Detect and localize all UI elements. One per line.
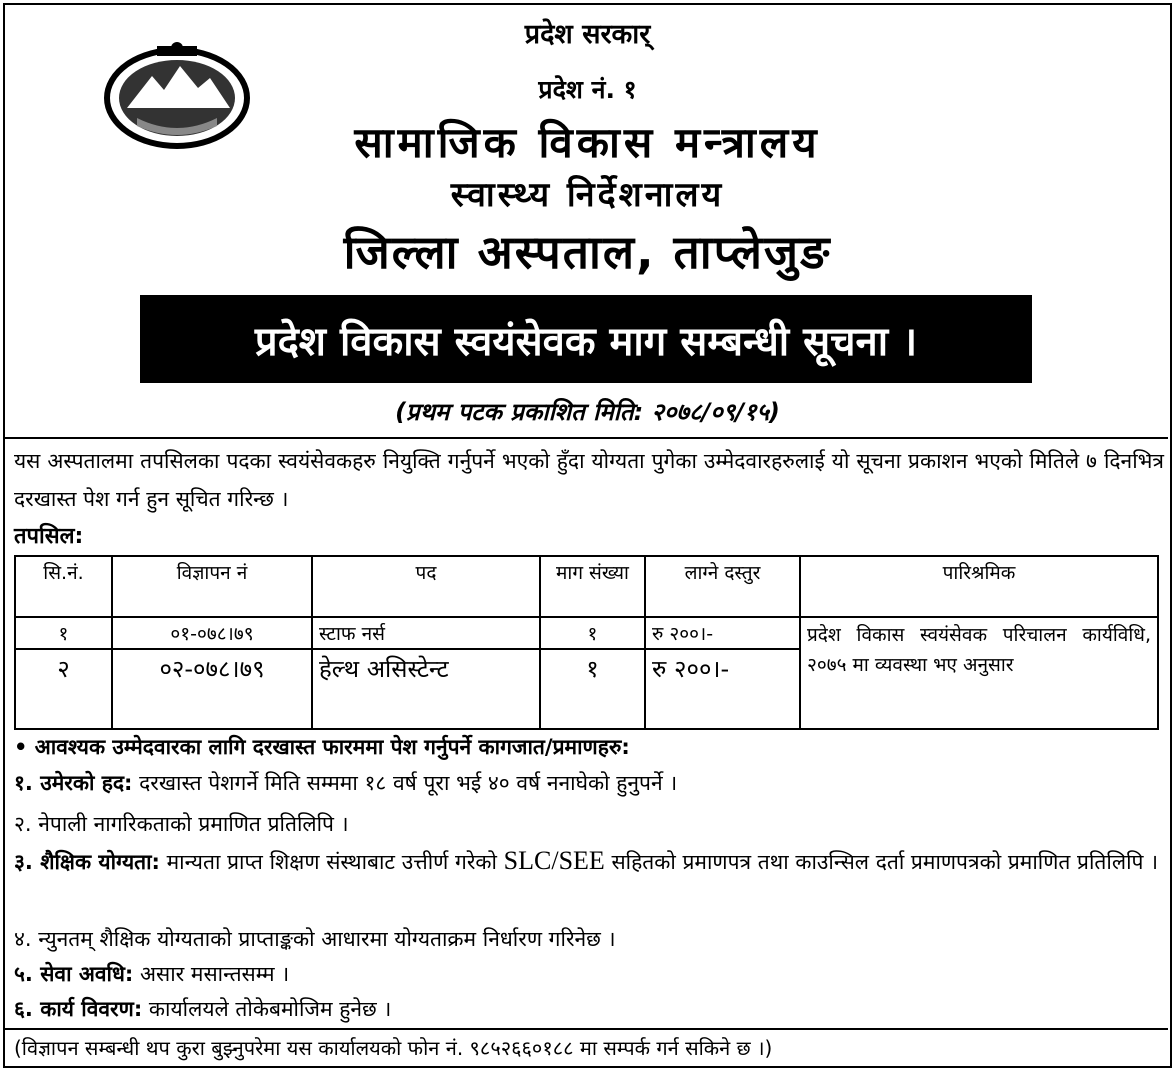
slc-see-text: SLC/SEE (503, 846, 605, 875)
service-period-text: असार मसान्तसम्म । (133, 962, 290, 986)
notice-title-banner (140, 295, 1032, 383)
government-title: प्रदेश सरकार् (524, 19, 651, 50)
row-post: स्टाफ नर्स (312, 617, 540, 649)
header-fee: लाग्ने दस्तुर (645, 556, 800, 617)
office-name: जिल्ला अस्पताल, ताप्लेजुङ (343, 225, 832, 279)
row-sn: १ (15, 617, 112, 649)
requirement-job-description (14, 995, 391, 1023)
contact-note: (विज्ञापन सम्बन्धी थप कुरा बुझ्नुपरेमा यस कार्यालयको फोन नं. ९८५२६६०१८८ मा सम्पर्क गर्न सकिने छ ।) (14, 1036, 773, 1060)
row-ad-no: ०२-०७८।७९ (112, 649, 312, 729)
header-sn: सि.नं. (15, 556, 112, 617)
directorate-name: स्वास्थ्य निर्देशनालय (450, 175, 725, 215)
row-fee: रु २००।- (645, 649, 800, 729)
header-ad-no: विज्ञापन नं (112, 556, 312, 617)
header-count: माग संख्या (540, 556, 645, 617)
posts-table (14, 555, 1159, 730)
remuneration-cell: प्रदेश विकास स्वयंसेवक परिचालन कार्यविधि, २०७५ मा व्यवस्था भए अनुसार (800, 617, 1158, 729)
requirement-age-label: १. उमेरको हद: (14, 771, 133, 795)
row-sn: २ (15, 649, 112, 729)
intro-paragraph: यस अस्पतालमा तपसिलका पदका स्वयंसेवकहरु नियुक्ति गर्नुपर्ने भएको हुँदा योग्यता पुगेका उम्मेदवारहरुलाई यो सूचना प्रकाशन भएको मितिले ७ दिनभित्र दरखास्त पेश गर्न हुन सूचित गरिन्छ । (14, 449, 1164, 511)
row-count: १ (540, 617, 645, 649)
requirement-age (14, 769, 677, 797)
province-number: प्रदेश नं. १ (538, 75, 637, 104)
table-header-row (15, 556, 1158, 617)
divider (5, 1028, 1168, 1030)
header-remuneration: पारिश्रमिक (800, 556, 1158, 617)
requirement-education-text-2: सहितको प्रमाणपत्र तथा काउन्सिल दर्ता प्रमाणपत्रको प्रमाणित प्रतिलिपि । (604, 850, 1159, 874)
table-row (15, 617, 1158, 649)
row-count: १ (540, 649, 645, 729)
row-post: हेल्थ असिस्टेन्ट (312, 649, 540, 729)
notice-title: प्रदेश विकास स्वयंसेवक माग सम्बन्धी सूचना । (254, 318, 918, 365)
service-period-label: ५. सेवा अवधि: (14, 962, 134, 986)
requirements-heading: • आवश्यक उम्मेदवारका लागि दरखास्त फारममा पेश गर्नुपर्ने कागजात/प्रमाणहरु: (14, 735, 630, 759)
job-description-text: कार्यालयले तोकेबमोजिम हुनेछ । (142, 997, 392, 1021)
requirement-education-label: ३. शैक्षिक योग्यता: (14, 850, 160, 874)
tapsil-label: तपसिल: (14, 524, 84, 549)
row-fee: रु २००।- (645, 617, 800, 649)
requirement-age-text: दरखास्त पेशगर्ने मिति सम्ममा १८ वर्ष पूरा भई ४० वर्ष ननाघेको हुनुपर्ने । (132, 771, 678, 795)
requirement-citizenship: २. नेपाली नागरिकताको प्रमाणित प्रतिलिपि । (14, 812, 349, 836)
job-description-label: ६. कार्य विवरण: (14, 997, 143, 1021)
ministry-name: सामाजिक विकास मन्त्रालय (354, 118, 821, 167)
published-date: (प्रथम पटक प्रकाशित मिति: २०७८/०९/१५) (395, 398, 780, 426)
requirement-education (14, 843, 1164, 880)
header-post: पद (312, 556, 540, 617)
divider (5, 437, 1168, 439)
requirement-merit: ४. न्युनतम् शैक्षिक योग्यताको प्राप्ताङ्कको आधारमा योग्यताक्रम निर्धारण गरिनेछ । (14, 927, 616, 951)
requirement-education-text: मान्यता प्राप्त शिक्षण संस्थाबाट उत्तीर्ण गरेको (159, 850, 504, 874)
requirement-service-period (14, 960, 289, 988)
row-ad-no: ०१-०७८।७९ (112, 617, 312, 649)
